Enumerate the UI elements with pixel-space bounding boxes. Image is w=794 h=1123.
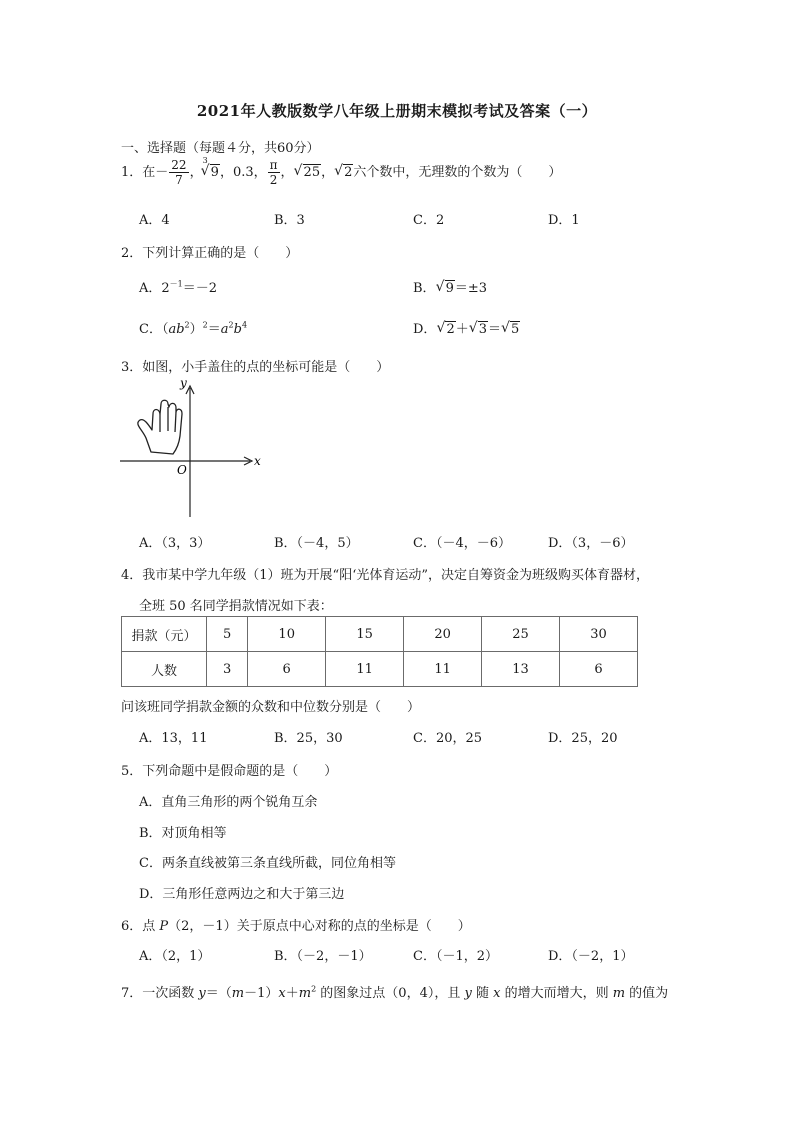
q1-option-d[interactable]: D．1: [548, 213, 580, 228]
coordinate-figure: [118, 374, 268, 522]
x-axis-label: x: [254, 454, 261, 468]
question-6-stem: 6．点 P（2，－1）关于原点中心对称的点的坐标是（ ）: [121, 919, 471, 934]
q3-option-d[interactable]: D．（3，－6）: [548, 536, 634, 551]
sqrt-2: √ 2: [334, 163, 353, 180]
question-7-stem: 7．一次函数 $y=(m-1)x+m^2$ 的图象过点（0，4），且 y 随 x 的增大而增大，则 m 的值为: [121, 984, 669, 1001]
q6-option-d[interactable]: D．（－2，1）: [548, 949, 634, 964]
q2-option-a[interactable]: A．$2^{-1}=-2$: [139, 279, 218, 296]
table-cell: 5: [207, 617, 248, 652]
table-cell: 13: [482, 652, 560, 687]
origin-label: O: [177, 463, 187, 477]
question-3-stem: 3．如图，小手盖住的点的坐标可能是（ ）: [121, 360, 390, 375]
y-axis-label: y: [180, 376, 187, 390]
q3-option-c[interactable]: C．（－4，－6）: [413, 536, 511, 551]
table-cell: 11: [326, 652, 404, 687]
table-cell: 15: [326, 617, 404, 652]
fraction-pi-2: $\frac{\pi}{2}$: [269, 158, 278, 187]
q1-option-b[interactable]: B．3: [274, 213, 305, 228]
question-2-stem: 2．下列计算正确的是（ ）: [121, 246, 299, 261]
q6-option-c[interactable]: C．（－1，2）: [413, 949, 498, 964]
q5-option-b[interactable]: B．对顶角相等: [139, 826, 227, 841]
q5-option-d[interactable]: D．三角形任意两边之和大于第三边: [139, 887, 345, 902]
table-cell: 3: [207, 652, 248, 687]
q2-option-b[interactable]: B． √ 9＝±3: [413, 279, 488, 296]
page-title: 2021年人教版数学八年级上册期末模拟考试及答案（一）: [196, 102, 598, 120]
question-5-stem: 5．下列命题中是假命题的是（ ）: [121, 764, 338, 779]
question-4-stem-2: 全班 50 名同学捐款情况如下表：: [139, 599, 333, 614]
question-1-stem: 1．在－ $\frac{22}{7}$ ，$^3$ √ 9，0.3， $\frac{\pi}{2}$ ， √ 25， √ 2六个数中，无理数的个数为（ ）: [121, 156, 562, 187]
q6-option-a[interactable]: A．（2，1）: [139, 949, 211, 964]
table-cell: 25: [482, 617, 560, 652]
table-cell: 捐款（元）: [122, 617, 207, 652]
table-row: [122, 617, 638, 652]
sqrt-25: √ 25: [293, 163, 321, 180]
table-cell: 30: [560, 617, 638, 652]
q3-option-a[interactable]: A．（3，3）: [139, 536, 211, 551]
table-cell: 6: [248, 652, 326, 687]
q5-option-a[interactable]: A．直角三角形的两个锐角互余: [139, 795, 318, 810]
table-cell: 11: [404, 652, 482, 687]
question-4-question: 问该班同学捐款金额的众数和中位数分别是（ ）: [121, 700, 421, 715]
cube-root-9: √ 9: [200, 163, 219, 180]
table-cell: 6: [560, 652, 638, 687]
q3-option-b[interactable]: B．（－4，5）: [274, 536, 359, 551]
q1-option-a[interactable]: A．4: [139, 213, 170, 228]
section-heading: 一、选择题（每题４分，共60分）: [121, 141, 320, 156]
q2-option-d[interactable]: D． √ 2＋ √ 3＝ √ 5: [413, 320, 520, 337]
table-row: [122, 652, 638, 687]
hand-icon: [138, 400, 182, 454]
q6-option-b[interactable]: B．（－2，－1）: [274, 949, 372, 964]
q4-option-b[interactable]: B．25，30: [274, 731, 343, 746]
q4-option-c[interactable]: C．20，25: [413, 731, 483, 746]
question-4-stem: 4．我市某中学九年级（1）班为开展“阳‘光体育运动”，决定自筹资金为班级购买体育器材，: [121, 568, 649, 583]
table-cell: 20: [404, 617, 482, 652]
q2-option-c[interactable]: C．$(ab^2)^2=a^2b^4$: [139, 320, 248, 337]
q4-option-a[interactable]: A．13，11: [139, 731, 208, 746]
table-cell: 10: [248, 617, 326, 652]
table-cell: 人数: [122, 652, 207, 687]
q4-option-d[interactable]: D．25，20: [548, 731, 618, 746]
q1-option-c[interactable]: C．2: [413, 213, 445, 228]
q5-option-c[interactable]: C．两条直线被第三条直线所截，同位角相等: [139, 856, 396, 871]
fraction-22-7: $\frac{22}{7}$: [171, 158, 187, 187]
donation-table: [121, 616, 638, 687]
